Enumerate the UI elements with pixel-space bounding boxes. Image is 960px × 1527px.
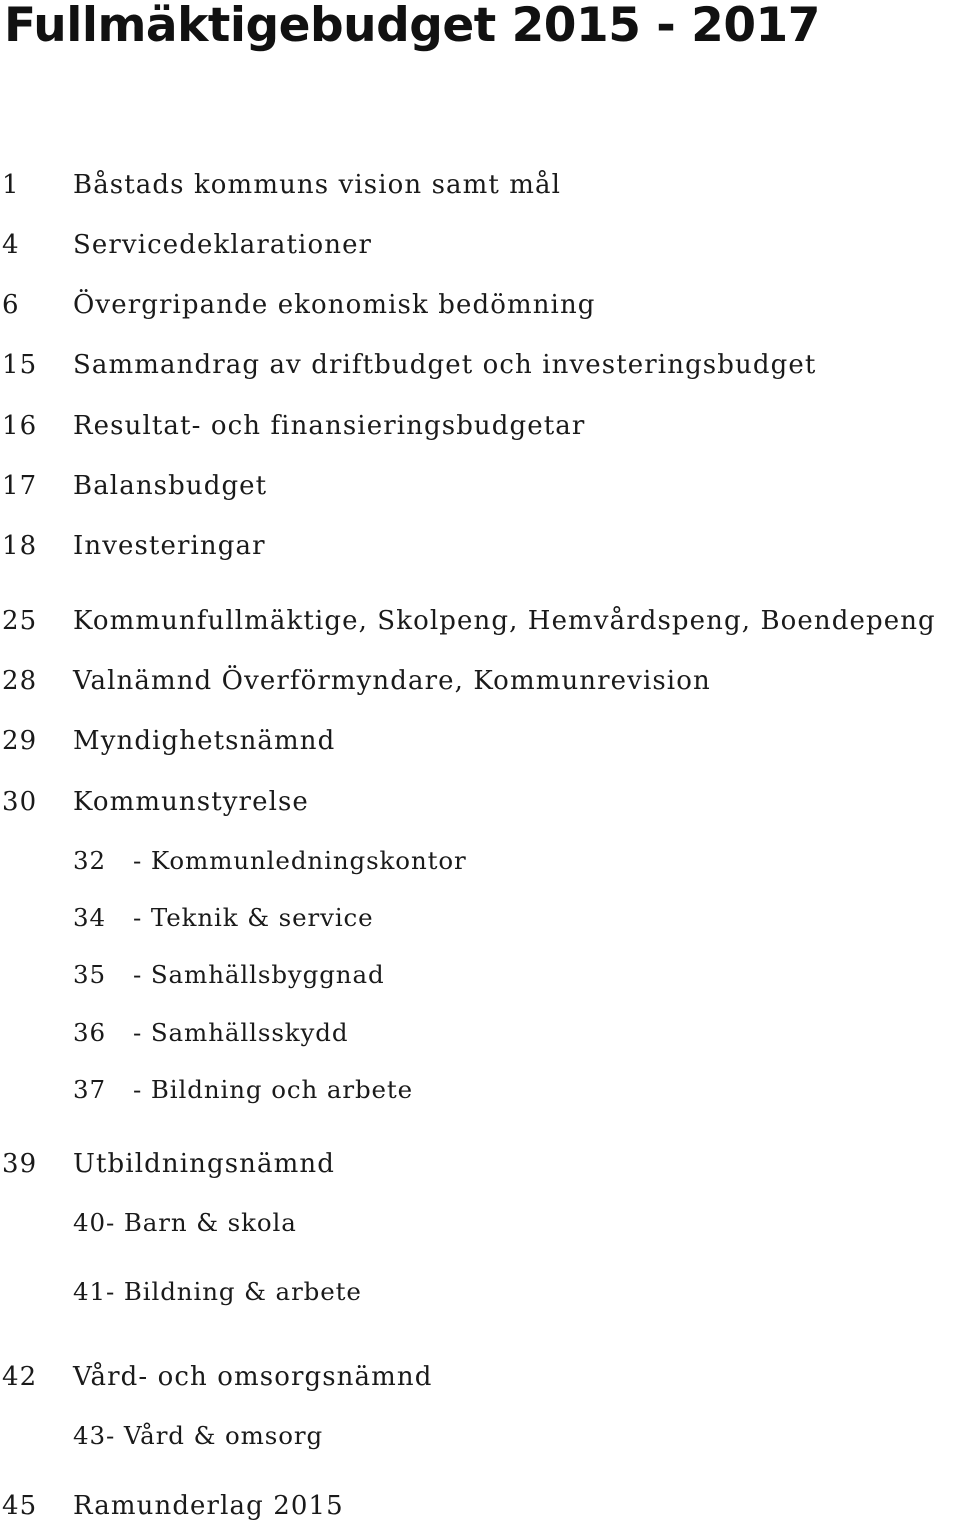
toc-entry-title: Ramunderlag 2015	[73, 1491, 344, 1521]
toc-page-number: 37	[73, 1075, 106, 1104]
toc-entry-title: 41- Bildning & arbete	[73, 1277, 362, 1306]
toc-entry-title: Utbildningsnämnd	[73, 1149, 335, 1179]
toc-page-number: 32	[73, 846, 106, 875]
toc-page-number: 25	[2, 606, 38, 636]
toc-entry-title: - Teknik & service	[133, 903, 374, 932]
toc-entry-title: Valnämnd Överförmyndare, Kommunrevision	[73, 666, 711, 696]
toc-entry-title: Resultat- och finansieringsbudgetar	[73, 411, 586, 441]
toc-entry-title: - Samhällsskydd	[133, 1018, 349, 1047]
toc-page-number: 1	[2, 170, 20, 200]
toc-entry-title: 43- Vård & omsorg	[73, 1421, 324, 1450]
toc-page-number: 18	[2, 531, 38, 561]
toc-entry-title: Investeringar	[73, 531, 266, 561]
toc-page-number: 17	[2, 471, 38, 501]
toc-entry-title: Balansbudget	[73, 471, 268, 501]
toc-entry-title: Kommunstyrelse	[73, 787, 309, 817]
toc-page-number: 15	[2, 350, 38, 380]
toc-page-number: 4	[2, 230, 20, 260]
toc-entry-title: Sammandrag av driftbudget och investeringsbudget	[73, 350, 817, 380]
toc-page-number: 39	[2, 1149, 38, 1179]
toc-page-number: 35	[73, 960, 106, 989]
toc-entry-title: - Samhällsbyggnad	[133, 960, 385, 989]
toc-page-number: 6	[2, 290, 20, 320]
page-title: Fullmäktigebudget 2015 - 2017	[4, 0, 820, 53]
toc-entry-title: - Bildning och arbete	[133, 1075, 414, 1104]
toc-page-number: 34	[73, 903, 106, 932]
toc-entry-title: 40- Barn & skola	[73, 1208, 297, 1237]
toc-page-number: 42	[2, 1362, 38, 1392]
toc-entry-title: Övergripande ekonomisk bedömning	[73, 290, 596, 320]
toc-page-number: 16	[2, 411, 38, 441]
toc-entry-title: Myndighetsnämnd	[73, 726, 336, 756]
toc-entry-title: Servicedeklarationer	[73, 230, 373, 260]
toc-entry-title: - Kommunledningskontor	[133, 846, 467, 875]
toc-page-number: 28	[2, 666, 38, 696]
toc-entry-title: Kommunfullmäktige, Skolpeng, Hemvårdspeng, Boendepeng	[73, 606, 936, 636]
toc-page-number: 30	[2, 787, 38, 817]
toc-entry-title: Båstads kommuns vision samt mål	[73, 170, 562, 200]
toc-entry-title: Vård- och omsorgsnämnd	[73, 1362, 433, 1392]
toc-page-number: 36	[73, 1018, 106, 1047]
toc-page-number: 29	[2, 726, 38, 756]
toc-page-number: 45	[2, 1491, 38, 1521]
